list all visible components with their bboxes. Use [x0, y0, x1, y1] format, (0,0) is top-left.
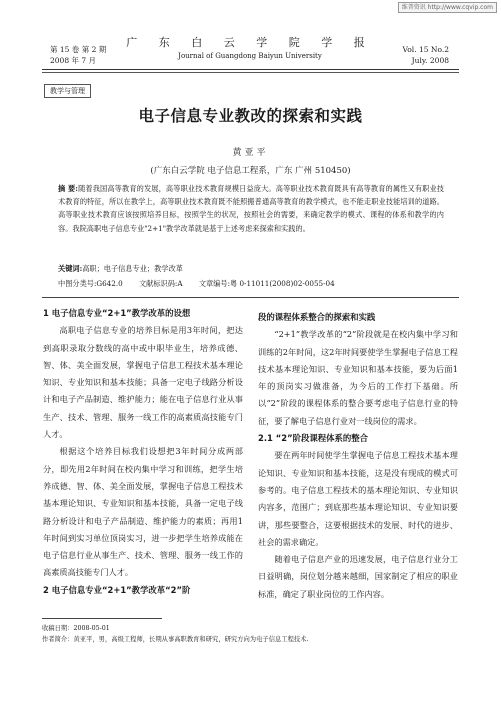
volume-issue-en: Vol. 15 No.2	[402, 45, 449, 54]
affiliation: (广东白云学院 电子信息工程系，广东 广州 510450)	[150, 166, 351, 176]
author-bio: 作者简介：黄亚平，男，高级工程师，长期从事高职教育和研究，研究方向为电子信息工程技术.	[42, 636, 309, 643]
abstract-label: 摘 要:	[58, 184, 78, 193]
subsection-2-1-heading: 2.1 “2”阶段课程体系的整合	[258, 433, 368, 444]
abstract-text: 随着我国高等教育的发展，高等职业技术教育规模日益庞大。高等职业技术教育既具有高等教育的属性又有职业技术教育的特征，所以在教学上，高等职业技术教育既不能照搬普通高等教育的教学模式，也不能走职业技能培训的道路。高等职业技术教育应该按照培养目标，按照学生的状况，按照社会的需要，来确定教学的模式、课程的体系和教学的内容。我院高职电子信息专业"2+1"教学改革就是基于上述考虑来探索和实践的。	[58, 184, 444, 233]
body-right-column	[258, 309, 458, 603]
footnote-rule	[42, 618, 162, 619]
journal-title	[120, 34, 380, 60]
paragraph: “2+1”教学改革的“2”阶段就是在校内集中学习和训练的2年时间，这2年时间要使学生掌握电子信息工程技术基本理论知识、专业知识和基本技能，要为后面1年的顶岗实习做准备，为今后的工作打下基础。所以“2”阶段的课程体系的整合要考虑电子信息行业的特征，要了解电子信息行业对一线岗位的需求。	[258, 329, 458, 426]
paragraph: 随着电子信息产业的迅速发展，电子信息行业分工日益明确，岗位划分越来越细，国家制定了相应的职业标准，确定了职业岗位的工作内容。	[258, 554, 458, 599]
paragraph: 高职电子信息专业的培养目标是用3年时间，把达到高职录取分数线的高中或中职毕业生，培养成德、智、体、美全面发展，掌握电子信息工程技术基本理论知识、专业知识和基本技能；具备一定电子线路分析设计和电子产品制造、维护能力；能在电子信息行业从事生产、技术、管理、服务一线工作的高素质高技能专门人才。	[43, 325, 243, 440]
author: 黄亚平	[232, 148, 269, 158]
section-1-heading: 1 电子信息专业“2+1”教学改革的设想	[43, 308, 191, 318]
header-rule	[42, 69, 459, 70]
section-2-heading: 2 电子信息专业“2+1”教学改革“2”阶	[43, 584, 191, 595]
column-tag: 教学与管理	[44, 84, 91, 98]
received-date: 收稿日期：2008-05-01	[42, 625, 110, 632]
section-divider	[42, 297, 459, 298]
classification-line	[58, 279, 349, 289]
section-2-heading-cont: 段的课程体系整合的探索和实践	[258, 312, 376, 322]
clc-number: 中图分类号:G642.0	[58, 279, 123, 288]
watermark: 维普资讯 http://www.cqvip.com	[398, 2, 497, 13]
paragraph: 根据这个培养目标我们设想把3年时间分成两部分，即先用2年时间在校内集中学习和训练，把学生培养成德、智、体、美全面发展，掌握电子信息工程技术基本理论知识、专业知识和基本技能，具备一定电子线路分析设计和电子产品制造、维护能力的素质；再用1年时间到实习单位顶岗实习，进一步把学生培养成能在电子信息行业从事生产、技术、管理、服务一线工作的高素质高技能专门人才。	[43, 446, 243, 578]
document-code: 文献标识码:A	[138, 279, 183, 288]
keywords-text: 高职；电子信息专业；教学改革	[82, 264, 183, 273]
header-rule-thin	[42, 72, 459, 73]
paragraph: 要在两年时间使学生掌握电子信息工程技术基本理论知识、专业知识和基本技能，这是没有现成的模式可参考的。电子信息工程技术的基本理论知识、专业知识内容多，范围广；到底那些基本理论知识、专业知识要讲，那些要整合，这要根据技术的发展、时代的进步、社会的需求确定。	[258, 450, 458, 547]
journal-name-cn: 广 东 白 云 学 院 学 报	[126, 36, 374, 49]
header-right	[403, 44, 449, 66]
keywords	[58, 264, 183, 274]
header-left	[50, 44, 106, 66]
date-en: July. 2008	[411, 56, 449, 65]
footnotes	[42, 623, 308, 645]
journal-name-en: Journal of Guangdong Baiyun University	[178, 52, 322, 60]
body-left-column	[43, 305, 243, 599]
volume-issue-cn: 第 15 卷 第 2 期	[50, 45, 107, 54]
abstract	[58, 182, 444, 235]
keywords-label: 关键词:	[58, 264, 83, 273]
article-number: 文章编号:粤 0-11011(2008)02-0055-04	[198, 279, 335, 288]
article-title: 电子信息专业教改的探索和实践	[138, 106, 363, 125]
date-cn: 2008 年 7 月	[50, 56, 97, 65]
